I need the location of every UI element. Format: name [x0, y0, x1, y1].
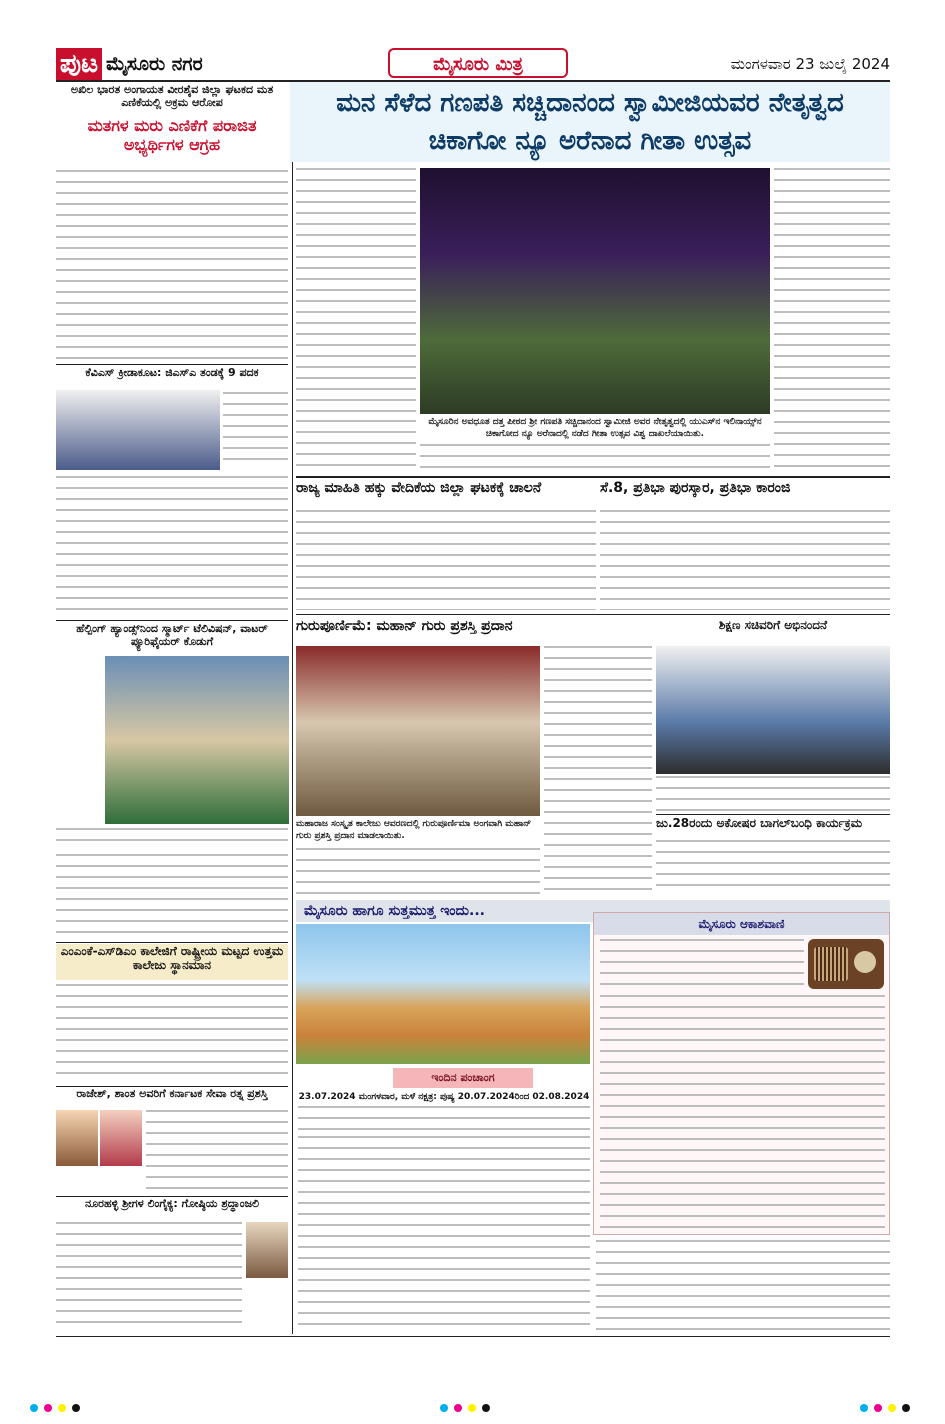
divider	[56, 620, 288, 621]
radio-icon	[808, 939, 884, 989]
divider	[56, 364, 288, 365]
story-6-body	[56, 1222, 242, 1332]
story-9-body-col-2	[544, 646, 652, 894]
story-8-headline: ಸೆ.8, ಪ್ರತಿಭಾ ಪುರಸ್ಕಾರ, ಪ್ರತಿಭಾ ಕಾರಂಜಿ	[600, 480, 791, 496]
story-10-headline: ಶಿಕ್ಷಣ ಸಚಿವರಿಗೆ ಅಭಿನಂದನೆ	[718, 618, 828, 632]
divider	[296, 476, 890, 478]
lead-photo	[420, 168, 770, 414]
story-1-headline: ಮತಗಳ ಮರು ಎಣಿಕೆಗೆ ಪರಾಜಿತ ಅಭ್ಯರ್ಥಿಗಳ ಆಗ್ರಹ	[87, 117, 257, 154]
page-number-badge: ಪುಟ	[56, 48, 102, 80]
story-9-caption: ಮಹಾರಾಜ ಸಂಸ್ಕೃತ ಕಾಲೇಜು ಆವರಣದಲ್ಲಿ ಗುರುಪೂರ್ಣಿಮಾ ಅಂಗವಾಗಿ ಮಹಾನ್ ಗುರು ಪ್ರಶಸ್ತಿ ಪ್ರದಾನ ಮಾಡಲಾಯಿತು.	[296, 819, 532, 841]
story-2-headline: ಕೆವಿಎಸ್ ಕ್ರೀಡಾಕೂಟ: ಜಿಎಸ್‌ಎ ತಂಡಕ್ಕೆ 9 ಪದಕ	[85, 367, 259, 379]
story-6-headline: ನೂರಹಳ್ಳಿ ಶ್ರೀಗಳ ಲಿಂಗೈಕ್ಯ: ಗೋಷ್ಠಿಯ ಶ್ರದ್ಧಾಂಜಲಿ	[85, 1198, 259, 1210]
section-name: ಮೈಸೂರು ನಗರ	[106, 53, 203, 75]
radio-schedule-text	[600, 995, 885, 1231]
story-4-headline: ಎಂಎಂಕೆ-ಎಸ್‌ಡಿಎಂ ಕಾಲೇಜಿಗೆ ರಾಷ್ಟ್ರೀಯ ಮಟ್ಟದ ಉತ್ತಮ ಕಾಲೇಜು ಸ್ಥಾನಮಾನ	[56, 944, 288, 980]
lead-body-col-3	[296, 420, 416, 472]
registration-marks-right	[860, 1404, 920, 1414]
divider	[656, 814, 890, 815]
story-3-headline: ಹೆಲ್ಪಿಂಗ್ ಹ್ಯಾಂಡ್ಸ್‌ನಿಂದ ಸ್ಮಾರ್ಟ್ ಟೆಲಿವಿಷನ್, ವಾಟರ್ ಪ್ಯೂರಿಫೈಯರ್ ಕೊಡುಗೆ	[76, 623, 268, 648]
story-11-headline: ಜು.28ರಂದು ಅಕೋಷರ ಬಾಗಲ್‌ಬಂಧಿ ಕಾರ್ಯಕ್ರಮ	[656, 816, 863, 830]
panchanga-date: 23.07.2024 ಮಂಗಳವಾರ, ಮಳೆ ನಕ್ಷತ್ರ: ಪುಷ್ಯ 20.07.2024ರಿಂದ 02.08.2024	[298, 1092, 590, 1102]
story-1-body	[56, 170, 288, 360]
page-bottom-rule	[56, 1336, 890, 1337]
column-rule	[292, 84, 293, 1334]
story-2-body	[56, 476, 288, 616]
story-3-body	[56, 854, 288, 940]
events-listing	[298, 1136, 590, 1332]
radio-schedule-box	[593, 912, 890, 1235]
divider	[56, 942, 288, 943]
story-2-photo-note	[223, 392, 288, 468]
lead-body-col-4	[420, 444, 770, 472]
story-9-body	[296, 848, 540, 894]
story-3-photo	[105, 656, 289, 824]
mysore-palace-photo	[296, 924, 590, 1064]
story-7-headline: ರಾಜ್ಯ ಮಾಹಿತಿ ಹಕ್ಕು ವೇದಿಕೆಯ ಜಿಲ್ಲಾ ಘಟಕಕ್ಕೆ ಚಾಲನೆ	[296, 480, 542, 496]
story-10-body	[656, 776, 890, 812]
registration-marks-left	[30, 1404, 90, 1414]
story-9-photo	[296, 646, 540, 816]
lead-headline: ಮನ ಸೆಳೆದ ಗಣಪತಿ ಸಚ್ಚಿದಾನಂದ ಸ್ವಾಮೀಜಿಯವರ ನೇತೃತ್ವದ ಚಿಕಾಗೋ ನ್ಯೂ ಅರೆನಾದ ಗೀತಾ ಉತ್ಸವ	[290, 82, 890, 162]
story-9-headline: ಗುರುಪೂರ್ಣಿಮೆ: ಮಹಾನ್ ಗುರು ಪ್ರಶಸ್ತಿ ಪ್ರದಾನ	[296, 618, 513, 634]
story-11-body	[656, 840, 890, 894]
story-5-photo-rajesh	[56, 1110, 98, 1166]
issue-date: ಮಂಗಳವಾರ 23 ಜುಲೈ 2024	[730, 55, 890, 73]
lead-body-col-2	[774, 168, 890, 468]
story-7-body	[296, 510, 596, 610]
panchanga-body	[298, 1106, 590, 1132]
story-5-headline: ರಾಜೇಶ್, ಶಾಂತ ಅವರಿಗೆ ಕರ್ನಾಟಕ ಸೇವಾ ರತ್ನ ಪ್ರಶಸ್ತಿ	[76, 1088, 268, 1100]
story-8-body	[600, 510, 890, 610]
divider	[296, 614, 890, 615]
panchanga-title: ಇಂದಿನ ಪಂಚಾಂಗ	[393, 1068, 533, 1088]
events-box-title: ಮೈಸೂರು ಹಾಗೂ ಸುತ್ತಮುತ್ತ ಇಂದು...	[296, 900, 890, 922]
newspaper-logo: ಮೈಸೂರು ಮಿತ್ರ	[388, 48, 568, 78]
story-4-body	[56, 984, 288, 1082]
radio-schedule-text	[600, 939, 804, 991]
story-5-photo-shantha	[100, 1110, 142, 1166]
story-10-photo	[656, 646, 890, 774]
story-6-portrait	[246, 1222, 288, 1278]
story-2-photo	[56, 390, 220, 470]
story-3-caption	[56, 828, 288, 850]
registration-marks-center	[440, 1404, 500, 1414]
events-listing-col-2	[596, 1240, 890, 1332]
lead-body-col-1	[296, 168, 416, 416]
divider	[56, 1196, 288, 1197]
story-5-body	[146, 1110, 288, 1192]
story-1-kicker: ಅಖಿಲ ಭಾರತ ಅಂಗಾಯತ ವೀರಶೈವ ಜಿಲ್ಲಾ ಘಟಕದ ಮತ ಎಣಿಕೆಯಲ್ಲಿ ಅಕ್ರಮ ಆರೋಪ	[70, 84, 274, 109]
divider	[56, 1086, 288, 1087]
radio-schedule-title: ಮೈಸೂರು ಆಕಾಶವಾಣಿ	[594, 913, 889, 935]
lead-photo-caption: ಮೈಸೂರಿನ ಅವಧೂತ ದತ್ತ ಪೀಠದ ಶ್ರೀ ಗಣಪತಿ ಸಚ್ಚಿದಾನಂದ ಸ್ವಾಮೀಜಿ ಅವರ ನೇತೃತ್ವದಲ್ಲಿ ಯುಎಸ್‌ನ ಇಲಿನಾಯ್ಸ್‌ನ ಚಿಕಾಗೋದ ನ್ಯೂ ಅರೆನಾದಲ್ಲಿ ನಡೆದ ಗೀತಾ ಉತ್ಸವ ವಿಶ್ವ ದಾಖಲೆಯಾಯಿತು.	[428, 417, 762, 439]
